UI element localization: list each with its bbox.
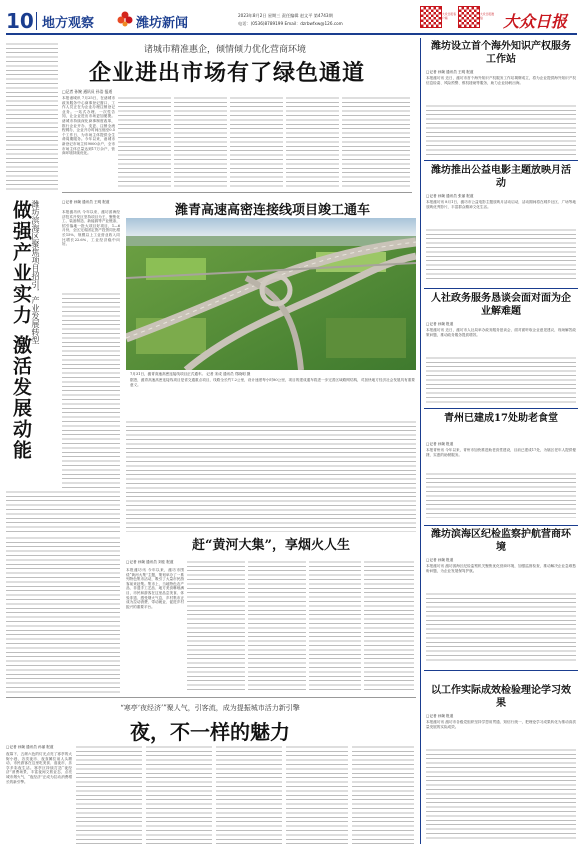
right-title-6: 以工作实际成效检验理论学习效果 — [431, 685, 571, 709]
left-bottom-text — [6, 536, 120, 693]
story3-col-5 — [364, 560, 414, 693]
right-sep-4 — [424, 525, 578, 526]
story4-body: 夜幕下，五颜六色的灯光点亮了寒亭的大街小巷，各类夜市、夜食摊位前人头攒动，市民游客在这里吃美食、逛夜市，乐享多彩夜生活。寒亭区持续打造“夜经济”消费场景，丰富夜间文旅业态，点亮城市烟火气，“夜经济”正成为拉动消费增长的新引擎。 — [6, 752, 72, 784]
right-sep-1 — [424, 160, 578, 161]
qr-code-1 — [420, 6, 442, 28]
section-label: 地方观察 — [42, 16, 95, 31]
page-header — [0, 0, 583, 38]
right-byline-4: □记者 孙婉 报道 — [426, 442, 454, 446]
right-sep-3 — [424, 408, 578, 409]
right-lines-5 — [426, 592, 576, 664]
photo-story-title: 潍青高速高密连接线项目竣工通车 — [174, 203, 370, 218]
sidebar-kicker: 潍坊滨海区聚焦项目招引，产业发展转型 — [31, 200, 40, 344]
right-byline-3: □记者 孙婉 报道 — [426, 322, 454, 326]
right-title-2: 潍坊推出公益电影主题放映月活动 — [431, 165, 571, 189]
right-column-divider — [420, 38, 421, 844]
photo-caption: 据悉，潍青高速高密连接线项目是省交通重点项目，线路全长约7.2公里，设计速度每小时80公里，项目的建成通车将进一步完善区域路网结构，对加快地方经济社会发展具有重要意义。 — [130, 378, 415, 387]
sidebar-title: 做强产业实力 激活发展动能 — [10, 200, 32, 461]
story3-body: 本报潍坊讯 今年以来，潍坊市围绕“黄河大集”主题，策划举办了一系列特色集市活动，吸引了大量市民游客前来赶集。集市上，当地特色农产品、非遗手工艺品、地方美食琳琅满目，市民和游客在这里品尝美食、体验非遗、感受烟火气息，乡村集市正成为拉动消费、带动就业、促进乡村振兴的重要平台。 — [126, 568, 184, 609]
issue-date: 2023年8月2日 星期三 责任编辑 赵文平 第4743期 — [238, 13, 333, 18]
lead-body-col-5 — [286, 96, 339, 189]
lead-title: 企业进出市场有了绿色通道 — [88, 60, 365, 86]
lead-kicker: 诸城市精准惠企，倾情倾力优化营商环境 — [143, 45, 306, 55]
lead-body-col-2 — [118, 96, 171, 189]
story4-top-rule — [6, 697, 416, 698]
story4-col-3 — [146, 745, 212, 844]
contact-line: 电话：(0536)8789199 Email：dzrbwfxw@126.com — [238, 21, 343, 26]
story4-kicker: “寒亭‘夜经济’”聚人气，引客流，成为提振城市活力新引擎 — [120, 704, 300, 712]
right-body-1: 本报潍坊讯 近日，潍坊市首个海外知识产权服务工作站揭牌成立，将为企业提供海外知识产权信息检索、风险预警、维权援助等服务，助力企业扬帆出海。 — [426, 76, 576, 85]
story4-byline: □记者 孙婉 通讯员 孙丽 报道 — [6, 745, 54, 749]
right-title-5: 潍坊滨海区纪检监察护航营商环境 — [431, 529, 571, 553]
lead-body-col-3 — [174, 96, 227, 189]
right-item-4 — [424, 412, 578, 522]
right-lines-1 — [426, 104, 576, 156]
right-byline-5: □记者 孙婉 报道 — [426, 558, 454, 562]
left-top-text — [6, 42, 58, 192]
col3-body — [6, 490, 120, 532]
right-sep-5 — [424, 670, 578, 671]
qr-code-2 — [458, 6, 480, 28]
masthead-logo: 大众日报 — [503, 12, 568, 31]
right-item-5 — [424, 528, 578, 668]
right-item-2 — [424, 164, 578, 284]
story4-title: 夜，不一样的魅力 — [130, 720, 290, 744]
right-byline-6: □记者 孙婉 报道 — [426, 714, 454, 718]
column-label: 潍坊新闻 — [136, 16, 189, 31]
right-lines-3 — [426, 356, 576, 404]
lead-byline: □记者 孙婉 通讯员 孙浩 报道 — [62, 89, 113, 94]
story3-byline: □记者 孙婉 通讯员 刘佳 报道 — [126, 560, 174, 564]
story3-col-4 — [309, 560, 361, 693]
left-top-lines — [6, 42, 58, 192]
col2-body: 本报潍坊讯 今年以来，潍坊滨海经济技术开发区坚持项目为王，聚焦化工、装备制造、新能源等产业链条，招引落地一批大项目好项目，1—6月份，全区完成固定资产投资同比增长15%，规模以上工业营业收入同比增长22.6%，工业经济稳中向好。 — [62, 210, 120, 247]
right-body-5: 本报潍坊讯 潍坊滨海区纪检监察机关聚焦优化营商环境，加强监督检查，推动解决企业急难愁盼问题，为企业发展保驾护航。 — [426, 564, 576, 573]
mid-text-block — [126, 420, 416, 532]
road-photo — [126, 218, 416, 370]
right-item-3 — [424, 292, 578, 408]
story3-col-3 — [248, 560, 306, 693]
qr-label-1: 大众日报客户端 — [442, 12, 456, 20]
flower-logo-icon — [117, 11, 133, 27]
lead-body-col-4 — [230, 96, 283, 189]
col2-byline: □记者 孙婉 通讯员 王明 报道 — [62, 200, 110, 204]
right-byline-2: □记者 孙婉 通讯员 张丽 报道 — [426, 194, 474, 198]
lead-body-col-6 — [342, 96, 410, 189]
right-lines-6 — [426, 748, 576, 840]
story4-col-5 — [286, 745, 348, 844]
lead-body-1: 本报诸城讯 7月25日，在诸城市政务服务中心商事登记窗口，工作人员正在为企业办理注销登记业务。一站式办理、一次性告知，让企业进出市场更加便捷。诸城市持续深化商事制度改革，推行企业开办、变更、注销全流程网办，企业开办时间压缩至0.5个工作日，为市场主体提供全生命周期服务。今年以来，诸城市新登记市场主体9000余户，全市市场主体总量达到17万余户，营商环境持续优化。 — [62, 96, 115, 156]
lead-bottom-rule — [62, 192, 412, 193]
right-body-6: 本报潍坊讯 潍坊市各级党组织坚持学思用贯通、知信行统一，把理论学习成果转化为推动高质量发展的实际成效。 — [426, 720, 576, 729]
right-title-3: 人社政务服务恳谈会面对面为企业解难题 — [431, 293, 571, 317]
right-title-1: 潍坊设立首个海外知识产权服务工作站 — [431, 41, 571, 65]
right-body-2: 本报潍坊讯 8月1日，潍坊市公益电影主题放映月活动启动，活动期间将在城乡社区、广场等地放映优秀影片，丰富群众精神文化生活。 — [426, 200, 576, 209]
right-lines-2 — [426, 228, 576, 280]
right-sep-2 — [424, 288, 578, 289]
right-body-3: 本报潍坊讯 近日，潍坊市人社局举办政务服务恳谈会，面对面听取企业意见建议，现场解答政策问题，推动政务服务提质增效。 — [426, 328, 576, 337]
qr-label-2: 大众日报微信 — [480, 12, 494, 20]
story3-col-2 — [187, 560, 245, 693]
page-number: 10 — [6, 9, 34, 33]
right-item-1 — [424, 40, 578, 160]
photo-caption-byline: 7月31日，潍青高速高密连接线项目正式通车。 记者 宋成 通讯员 郑晓明 摄 — [130, 372, 251, 376]
story4-col-6 — [352, 745, 414, 844]
right-byline-1: □记者 孙婉 通讯员 王明 报道 — [426, 70, 474, 74]
right-item-6 — [424, 674, 578, 844]
right-body-4: 本报青州讯 今年以来，青州市加快推进助老食堂建设，目前已建成17处，为辖区老年人提供便捷、实惠的助餐服务。 — [426, 448, 576, 457]
right-title-4: 青州已建成17处助老食堂 — [444, 413, 558, 424]
story4-col-2 — [76, 745, 142, 844]
story4-col-4 — [216, 745, 282, 844]
header-divider — [36, 12, 37, 30]
header-rule — [6, 33, 577, 35]
story3-title: 赶“黄河大集”，享烟火人生 — [192, 538, 350, 553]
right-lines-4 — [426, 472, 576, 518]
